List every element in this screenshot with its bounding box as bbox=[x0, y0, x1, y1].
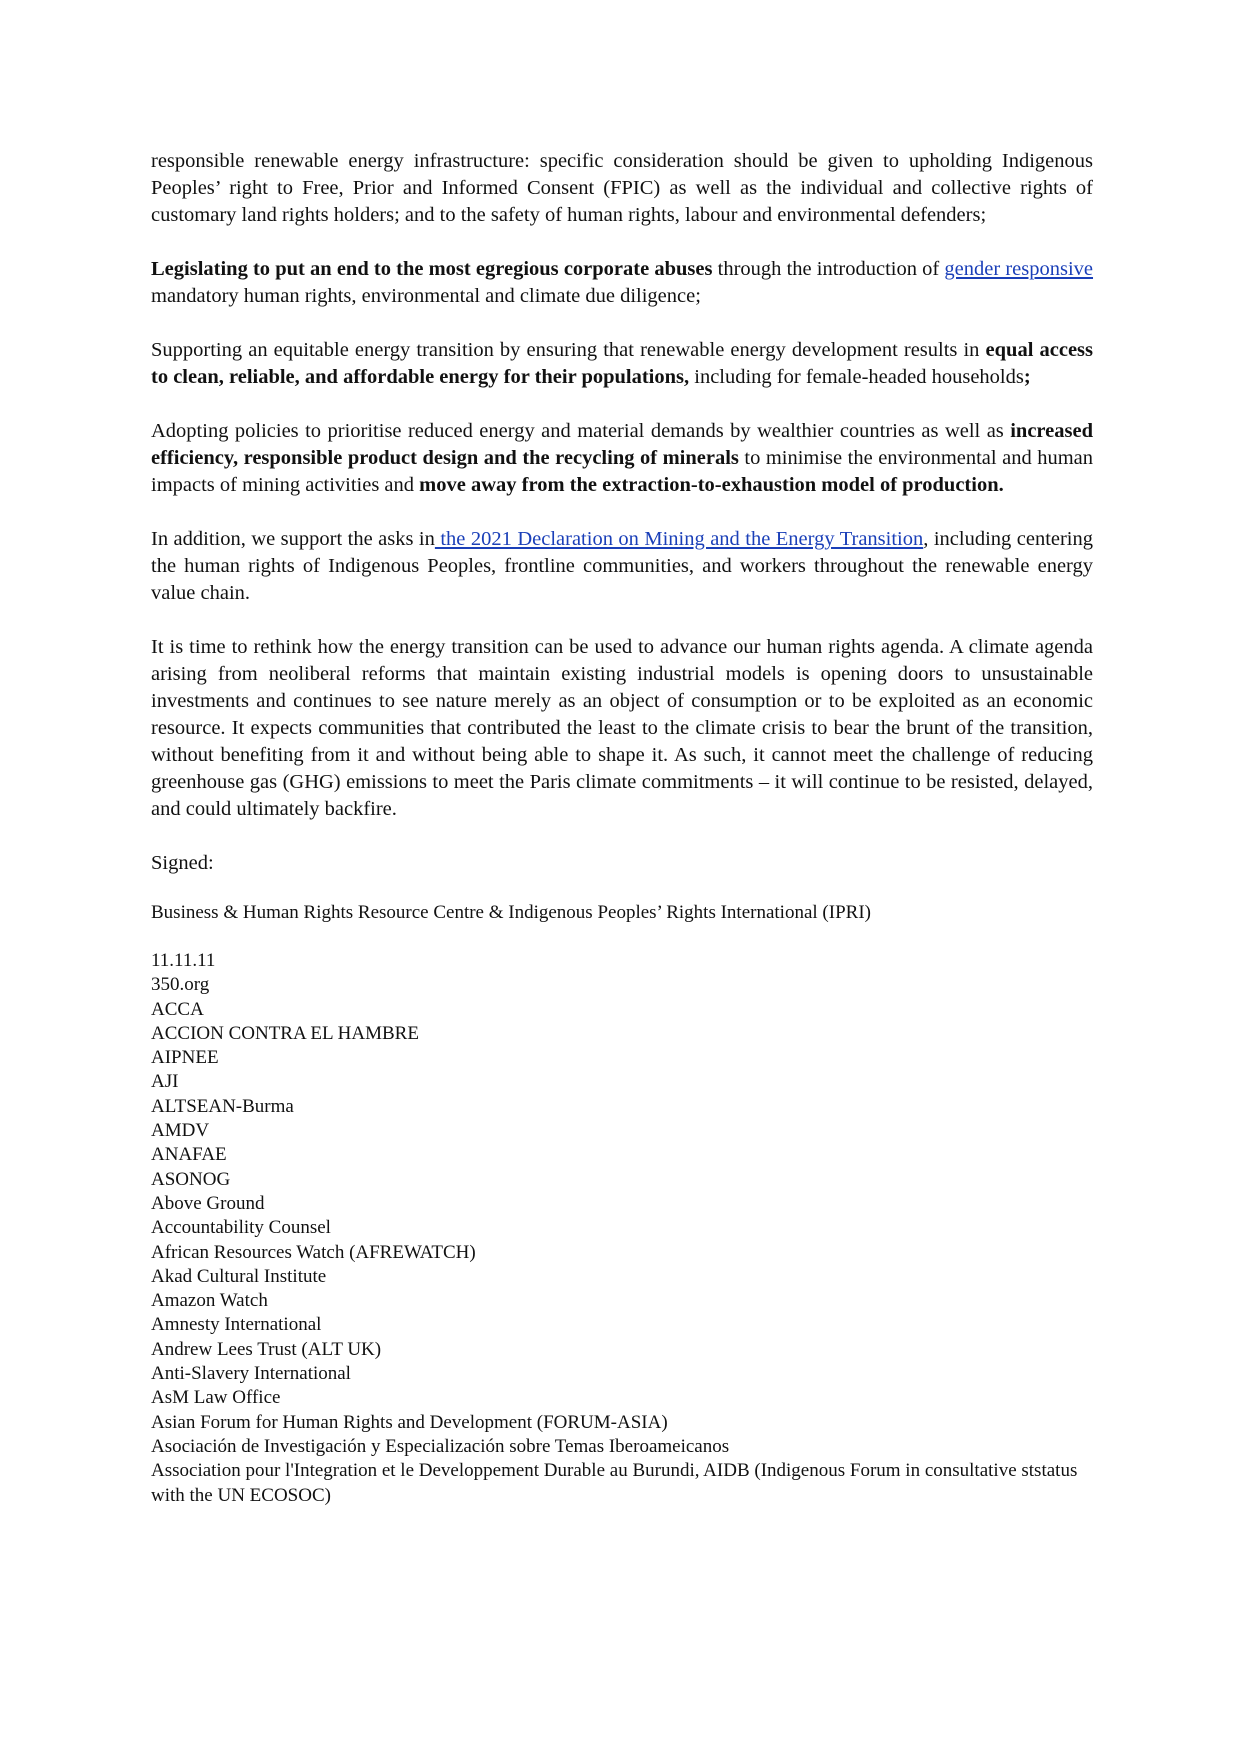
policies-bold-2: move away from the extraction-to-exhaustion model of production. bbox=[419, 474, 1004, 496]
declaration-tail: , including centering the human rights of Indigenous Peoples, frontline communities, and workers throughout the renewable energy value chain. bbox=[151, 528, 1094, 604]
organization-item: Amnesty International bbox=[151, 1314, 322, 1336]
signed-label: Signed: bbox=[151, 852, 214, 874]
equitable-pre: Supporting an equitable energy transition by ensuring that renewable energy development results in bbox=[151, 339, 986, 361]
equitable-tail: including for female-headed households bbox=[689, 366, 1024, 388]
paragraph-fpic bbox=[151, 148, 1093, 229]
paragraph-rethink-text: It is time to rethink how the energy transition can be used to advance our human rights agenda. A climate agenda arising from neoliberal reforms that maintain existing industrial models is opening doors to unsustainable investments and continues to see nature merely as an object of consumption or to be exploited as an economic resource. It expects communities that contributed the least to the climate crisis to bear the brunt of the transition, without benefiting from it and without being able to shape it. As such, it cannot meet the challenge of reducing greenhouse gas (GHG) emissions to meet the Paris climate commitments – it will continue to be resisted, delayed, and could ultimately backfire. bbox=[151, 636, 1093, 820]
organization-item: AJI bbox=[151, 1071, 179, 1093]
organization-item: ASONOG bbox=[151, 1168, 231, 1190]
organization-item: Asociación de Investigación y Especialización sobre Temas Iberoameicanos bbox=[151, 1435, 730, 1457]
organization-item: AsM Law Office bbox=[151, 1387, 281, 1409]
paragraph-rethink bbox=[151, 634, 1093, 823]
organization-item: Asian Forum for Human Rights and Development (FORUM-ASIA) bbox=[151, 1411, 668, 1433]
paragraph-fpic-text: responsible renewable energy infrastructure: specific consideration should be given to upholding Indigenous Peoples’ right to Free, Prior and Informed Consent (FPIC) as well as the individual and collective rights of customary land rights holders; and to the safety of human rights, labour and environmental defenders; bbox=[151, 150, 1093, 226]
document-page bbox=[151, 148, 1093, 1508]
organization-item: Association pour l'Integration et le Developpement Durable au Burundi, AIDB (Indigenous Forum in consultative ststatus with the UN ECOSOC) bbox=[151, 1460, 1078, 1506]
legislating-mid: through the introduction of bbox=[712, 258, 945, 280]
organization-item: AIPNEE bbox=[151, 1047, 219, 1069]
legislating-tail: mandatory human rights, environmental and climate due diligence; bbox=[151, 285, 701, 307]
declaration-link[interactable]: the 2021 Declaration on Mining and the Energy Transition bbox=[434, 528, 924, 550]
lead-signatories: Business & Human Rights Resource Centre & Indigenous Peoples’ Rights International (IPRI) bbox=[151, 902, 871, 923]
policies-bold-1: increased efficiency, responsible product design and the recycling of minerals bbox=[151, 420, 1093, 469]
organization-item: African Resources Watch (AFREWATCH) bbox=[151, 1241, 476, 1263]
policies-pre: Adopting policies to prioritise reduced energy and material demands by wealthier countries as well as bbox=[151, 420, 1011, 442]
organization-item: 11.11.11 bbox=[151, 950, 216, 971]
organization-item: ALTSEAN-Burma bbox=[151, 1095, 294, 1117]
organization-item: Above Ground bbox=[151, 1192, 265, 1214]
paragraph-equitable bbox=[151, 337, 1093, 391]
organization-list bbox=[151, 949, 1093, 1508]
organization-item: Amazon Watch bbox=[151, 1290, 268, 1312]
policies-mid: to minimise the environmental and human impacts of mining activities and bbox=[151, 447, 1094, 496]
organization-item: Accountability Counsel bbox=[151, 1217, 331, 1239]
equitable-bold: equal access to clean, reliable, and affordable energy for their populations, bbox=[151, 339, 1093, 388]
declaration-pre: In addition, we support the asks in bbox=[151, 528, 435, 550]
organization-item: ACCA bbox=[151, 998, 204, 1020]
organization-item: ACCION CONTRA EL HAMBRE bbox=[151, 1022, 419, 1044]
organization-item: AMDV bbox=[151, 1120, 210, 1142]
paragraph-policies bbox=[151, 418, 1093, 499]
equitable-end: ; bbox=[1023, 366, 1031, 388]
organization-item: Andrew Lees Trust (ALT UK) bbox=[151, 1338, 382, 1360]
organization-item: 350.org bbox=[151, 974, 210, 996]
organization-item: Akad Cultural Institute bbox=[151, 1265, 327, 1287]
organization-item: Anti-Slavery International bbox=[151, 1363, 351, 1385]
legislating-bold: Legislating to put an end to the most egregious corporate abuses bbox=[151, 258, 713, 280]
organization-item: ANAFAE bbox=[151, 1144, 227, 1166]
paragraph-declaration bbox=[151, 526, 1093, 607]
paragraph-legislating bbox=[151, 256, 1093, 310]
gender-responsive-link[interactable]: gender responsive bbox=[944, 258, 1094, 280]
